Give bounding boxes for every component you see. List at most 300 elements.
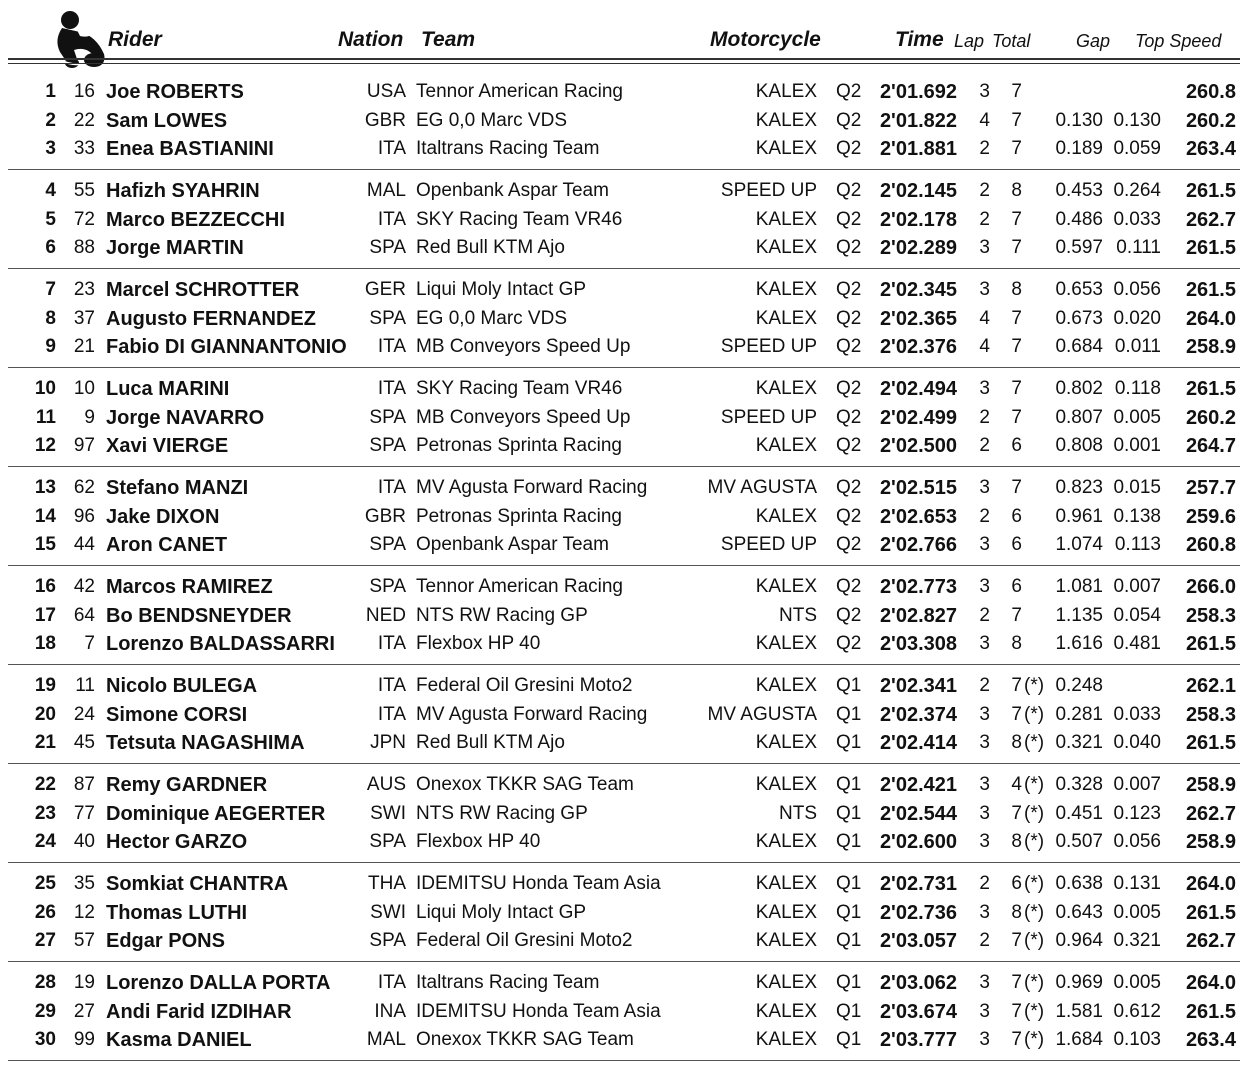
table-row xyxy=(0,899,1254,927)
session: Q2 xyxy=(836,435,862,456)
table-row xyxy=(0,630,1254,658)
motorcycle: SPEED UP xyxy=(720,180,817,201)
total-laps: 7 xyxy=(1011,138,1022,159)
gap-first: 0.638 xyxy=(1055,873,1103,894)
gap-previous: 0.123 xyxy=(1113,802,1161,824)
team: MB Conveyors Speed Up xyxy=(416,406,631,428)
position: 21 xyxy=(34,732,56,753)
position: 1 xyxy=(45,81,56,102)
lap: 3 xyxy=(979,1029,990,1050)
nation: SPA xyxy=(369,930,406,951)
team: Italtrans Racing Team xyxy=(416,138,600,159)
rider-name: Hafizh SYAHRIN xyxy=(106,180,260,202)
rider-name: Edgar PONS xyxy=(106,930,225,952)
table-row xyxy=(0,78,1254,106)
top-speed: 260.2 xyxy=(1185,109,1236,132)
lap: 3 xyxy=(979,477,990,498)
table-row xyxy=(0,375,1254,403)
lap: 2 xyxy=(979,406,990,428)
total-laps: 7 xyxy=(1011,81,1022,102)
qualified-marker: (*) xyxy=(1024,732,1045,753)
table-row xyxy=(0,969,1254,997)
nation: THA xyxy=(368,873,406,894)
nation: SPA xyxy=(369,237,406,258)
header-time: Time xyxy=(895,28,944,51)
gap-previous: 0.111 xyxy=(1116,237,1161,258)
rider-name: Stefano MANZI xyxy=(106,477,249,499)
session: Q1 xyxy=(836,901,862,923)
motorcycle: NTS xyxy=(779,604,817,626)
rider-number: 33 xyxy=(73,138,95,159)
nation: ITA xyxy=(377,972,406,993)
team: Federal Oil Gresini Moto2 xyxy=(416,930,633,951)
top-speed: 258.3 xyxy=(1185,703,1236,726)
team: Openbank Aspar Team xyxy=(416,534,609,555)
top-speed: 262.7 xyxy=(1185,802,1236,825)
session: Q1 xyxy=(836,675,862,696)
gap-previous: 0.005 xyxy=(1113,901,1161,923)
best-time: 2'01.822 xyxy=(879,109,957,132)
best-time: 2'03.062 xyxy=(879,972,957,994)
table-row xyxy=(0,573,1254,601)
motorcycle: MV AGUSTA xyxy=(707,477,817,498)
top-speed: 261.5 xyxy=(1185,901,1236,924)
position: 15 xyxy=(34,534,56,555)
qualified-marker: (*) xyxy=(1024,802,1045,824)
gap-first: 0.597 xyxy=(1055,237,1103,258)
top-speed: 258.9 xyxy=(1185,336,1236,358)
gap-previous: 0.059 xyxy=(1113,138,1161,159)
group-separator xyxy=(8,466,1240,467)
gap-previous: 0.054 xyxy=(1113,604,1161,626)
table-row xyxy=(0,206,1254,234)
gap-first: 0.964 xyxy=(1055,930,1103,951)
rider-number: 21 xyxy=(73,336,95,357)
session: Q1 xyxy=(836,831,862,852)
total-laps: 7 xyxy=(1011,336,1022,357)
gap-first: 0.643 xyxy=(1055,901,1103,923)
qualified-marker: (*) xyxy=(1024,675,1045,696)
rider-name: Remy GARDNER xyxy=(106,774,268,796)
motorcycle: KALEX xyxy=(755,81,817,102)
rider-number: 64 xyxy=(73,604,95,626)
top-speed: 257.7 xyxy=(1185,477,1236,499)
top-speed: 260.2 xyxy=(1185,406,1236,429)
team: Tennor American Racing xyxy=(416,576,623,597)
motorcycle: KALEX xyxy=(755,505,817,527)
session: Q2 xyxy=(836,534,862,555)
lap: 3 xyxy=(979,831,990,852)
table-row xyxy=(0,177,1254,205)
rider-number: 24 xyxy=(73,703,95,725)
group-separator xyxy=(8,961,1240,962)
rider-name: Joe ROBERTS xyxy=(106,81,244,103)
rider-number: 10 xyxy=(73,378,95,399)
motorcycle-rider-icon xyxy=(50,6,106,70)
session: Q2 xyxy=(836,180,862,201)
gap-previous: 0.015 xyxy=(1113,477,1161,498)
team: Liqui Moly Intact GP xyxy=(416,279,587,300)
total-laps: 7 xyxy=(1011,972,1022,993)
motorcycle: KALEX xyxy=(755,901,817,923)
table-row xyxy=(0,276,1254,304)
best-time: 2'02.145 xyxy=(879,180,957,202)
table-row xyxy=(0,1026,1254,1054)
table-row xyxy=(0,135,1254,163)
best-time: 2'02.376 xyxy=(879,336,957,358)
position: 23 xyxy=(34,802,56,824)
session: Q1 xyxy=(836,1000,862,1022)
lap: 3 xyxy=(979,802,990,824)
gap-previous: 0.103 xyxy=(1113,1029,1161,1050)
lap: 3 xyxy=(979,703,990,725)
lap: 3 xyxy=(979,576,990,597)
group-separator xyxy=(8,763,1240,764)
position: 4 xyxy=(45,180,56,201)
nation: USA xyxy=(366,81,406,102)
total-laps: 6 xyxy=(1011,505,1022,527)
best-time: 2'02.766 xyxy=(879,534,957,556)
lap: 3 xyxy=(979,81,990,102)
motorcycle: KALEX xyxy=(755,576,817,597)
best-time: 2'02.736 xyxy=(879,901,957,924)
rider-number: 16 xyxy=(73,81,95,102)
rider-name: Sam LOWES xyxy=(106,109,228,132)
best-time: 2'02.289 xyxy=(879,237,957,259)
position: 9 xyxy=(45,336,56,357)
top-speed: 261.5 xyxy=(1185,732,1236,754)
team: IDEMITSU Honda Team Asia xyxy=(416,873,661,894)
motorcycle: KALEX xyxy=(755,237,817,258)
best-time: 2'02.414 xyxy=(879,732,957,754)
rider-number: 9 xyxy=(84,406,95,428)
motorcycle: KALEX xyxy=(755,774,817,795)
motorcycle: KALEX xyxy=(755,307,817,329)
top-speed: 262.7 xyxy=(1185,208,1236,231)
position: 18 xyxy=(34,633,56,654)
gap-first: 0.130 xyxy=(1055,109,1103,131)
motorcycle: SPEED UP xyxy=(720,406,817,428)
table-row xyxy=(0,602,1254,630)
best-time: 2'02.345 xyxy=(879,279,957,301)
motorcycle: KALEX xyxy=(755,930,817,951)
table-row xyxy=(0,771,1254,799)
motorcycle: KALEX xyxy=(755,378,817,399)
table-row xyxy=(0,870,1254,898)
position: 26 xyxy=(34,901,56,923)
rider-name: Hector GARZO xyxy=(106,831,248,853)
gap-first: 1.081 xyxy=(1055,576,1103,597)
position: 16 xyxy=(34,576,56,597)
top-speed: 261.5 xyxy=(1185,633,1236,655)
team: Red Bull KTM Ajo xyxy=(416,237,565,258)
team: Petronas Sprinta Racing xyxy=(416,505,622,527)
qualified-marker: (*) xyxy=(1024,774,1045,795)
nation: SWI xyxy=(370,901,406,923)
rider-number: 57 xyxy=(73,930,95,951)
gap-first: 1.581 xyxy=(1055,1000,1103,1022)
header-top-speed: Top Speed xyxy=(1135,31,1222,51)
total-laps: 7 xyxy=(1011,703,1022,725)
session: Q2 xyxy=(836,307,862,329)
session: Q2 xyxy=(836,604,862,626)
gap-first: 0.451 xyxy=(1055,802,1103,824)
rider-name: Andi Farid IZDIHAR xyxy=(106,1000,292,1023)
best-time: 2'03.674 xyxy=(879,1000,957,1023)
gap-previous: 0.033 xyxy=(1113,208,1161,230)
rider-name: Enea BASTIANINI xyxy=(106,138,274,160)
session: Q2 xyxy=(836,477,862,498)
nation: GBR xyxy=(364,505,406,527)
session: Q1 xyxy=(836,774,862,795)
nation: ITA xyxy=(377,138,406,159)
motorcycle: KALEX xyxy=(755,279,817,300)
rider-name: Marcel SCHROTTER xyxy=(106,279,300,301)
best-time: 2'02.494 xyxy=(879,378,957,400)
rider-name: Xavi VIERGE xyxy=(106,435,229,457)
best-time: 2'02.421 xyxy=(879,774,957,796)
rider-number: 7 xyxy=(84,633,95,654)
gap-previous: 0.481 xyxy=(1113,633,1161,654)
group-separator xyxy=(8,169,1240,170)
session: Q2 xyxy=(836,505,862,527)
motorcycle: KALEX xyxy=(755,1029,817,1050)
total-laps: 7 xyxy=(1011,1029,1022,1050)
lap: 3 xyxy=(979,901,990,923)
top-speed: 266.0 xyxy=(1185,576,1236,598)
session: Q1 xyxy=(836,802,862,824)
session: Q1 xyxy=(836,873,862,894)
top-speed: 264.0 xyxy=(1185,873,1236,895)
qualified-marker: (*) xyxy=(1024,831,1045,852)
team: MV Agusta Forward Racing xyxy=(416,477,648,498)
total-laps: 6 xyxy=(1011,873,1022,894)
top-speed: 264.0 xyxy=(1185,307,1236,330)
top-speed: 262.7 xyxy=(1185,930,1236,952)
nation: ITA xyxy=(377,633,406,654)
rider-name: Lorenzo BALDASSARRI xyxy=(106,633,335,655)
gap-first: 1.616 xyxy=(1055,633,1103,654)
rider-number: 99 xyxy=(73,1029,95,1050)
total-laps: 6 xyxy=(1011,576,1022,597)
top-speed: 258.3 xyxy=(1185,604,1236,627)
nation: SPA xyxy=(369,831,406,852)
gap-first: 0.507 xyxy=(1055,831,1103,852)
lap: 2 xyxy=(979,138,990,159)
total-laps: 7 xyxy=(1011,109,1022,131)
best-time: 2'02.544 xyxy=(879,802,957,825)
table-row xyxy=(0,998,1254,1026)
rider-number: 97 xyxy=(73,435,95,456)
lap: 3 xyxy=(979,1000,990,1022)
table-row xyxy=(0,305,1254,333)
position: 24 xyxy=(34,831,56,852)
team: MV Agusta Forward Racing xyxy=(416,703,648,725)
rider-name: Marco BEZZECCHI xyxy=(106,208,285,231)
rider-number: 62 xyxy=(73,477,95,498)
gap-first: 0.961 xyxy=(1055,505,1103,527)
best-time: 2'03.777 xyxy=(879,1029,957,1051)
table-row xyxy=(0,828,1254,856)
group-separator xyxy=(8,565,1240,566)
rider-name: Simone CORSI xyxy=(106,703,248,726)
nation: GER xyxy=(364,279,406,300)
motorcycle: KALEX xyxy=(755,633,817,654)
gap-first: 0.808 xyxy=(1055,435,1103,456)
header-divider-thin xyxy=(8,63,1240,64)
position: 2 xyxy=(45,109,56,131)
gap-previous: 0.131 xyxy=(1113,873,1161,894)
rider-number: 11 xyxy=(75,675,95,696)
nation: SPA xyxy=(369,576,406,597)
top-speed: 264.7 xyxy=(1185,435,1236,457)
top-speed: 261.5 xyxy=(1185,279,1236,301)
total-laps: 8 xyxy=(1011,732,1022,753)
top-speed: 260.8 xyxy=(1185,534,1236,556)
team: SKY Racing Team VR46 xyxy=(416,378,623,399)
top-speed: 263.4 xyxy=(1185,1029,1236,1051)
position: 7 xyxy=(45,279,56,300)
motorcycle: KALEX xyxy=(755,831,817,852)
lap: 2 xyxy=(979,505,990,527)
rider-number: 88 xyxy=(73,237,95,258)
gap-first: 1.684 xyxy=(1055,1029,1103,1050)
motorcycle: NTS xyxy=(779,802,817,824)
rider-name: Fabio DI GIANNANTONIO xyxy=(106,336,347,358)
nation: SPA xyxy=(369,307,406,329)
rider-name: Aron CANET xyxy=(106,534,228,556)
position: 8 xyxy=(45,307,56,329)
total-laps: 7 xyxy=(1011,378,1022,399)
rider-name: Jorge NAVARRO xyxy=(106,406,265,429)
rider-number: 19 xyxy=(73,972,95,993)
position: 17 xyxy=(34,604,56,626)
gap-first: 0.673 xyxy=(1055,307,1103,329)
total-laps: 7 xyxy=(1011,237,1022,258)
motorcycle: KALEX xyxy=(755,109,817,131)
rider-number: 42 xyxy=(73,576,95,597)
nation: ITA xyxy=(377,208,406,230)
lap: 3 xyxy=(979,774,990,795)
team: Onexox TKKR SAG Team xyxy=(416,774,634,795)
position: 20 xyxy=(34,703,56,725)
rider-name: Nicolo BULEGA xyxy=(106,675,258,697)
gap-previous: 0.138 xyxy=(1113,505,1161,527)
nation: NED xyxy=(365,604,406,626)
team: IDEMITSU Honda Team Asia xyxy=(416,1000,661,1022)
top-speed: 264.0 xyxy=(1185,972,1236,994)
rider-name: Somkiat CHANTRA xyxy=(106,873,289,895)
gap-first: 0.823 xyxy=(1055,477,1103,498)
session: Q2 xyxy=(836,576,862,597)
top-speed: 261.5 xyxy=(1185,180,1236,202)
lap: 3 xyxy=(979,732,990,753)
session: Q1 xyxy=(836,1029,862,1050)
nation: SPA xyxy=(369,534,406,555)
team: SKY Racing Team VR46 xyxy=(416,208,623,230)
gap-first: 0.189 xyxy=(1055,138,1103,159)
top-speed: 260.8 xyxy=(1185,81,1236,103)
table-row xyxy=(0,800,1254,828)
session: Q2 xyxy=(836,378,862,399)
gap-first: 0.453 xyxy=(1055,180,1103,201)
total-laps: 7 xyxy=(1011,802,1022,824)
best-time: 2'02.653 xyxy=(879,505,957,528)
gap-first: 0.321 xyxy=(1055,732,1103,753)
nation: ITA xyxy=(377,675,406,696)
team: NTS RW Racing GP xyxy=(416,802,588,824)
nation: MAL xyxy=(366,1029,406,1050)
motorcycle: KALEX xyxy=(755,873,817,894)
position: 13 xyxy=(34,477,56,498)
table-row xyxy=(0,404,1254,432)
rider-number: 45 xyxy=(73,732,95,753)
table-row xyxy=(0,107,1254,135)
gap-previous: 0.033 xyxy=(1113,703,1161,725)
gap-previous: 0.005 xyxy=(1113,406,1161,428)
gap-previous: 0.056 xyxy=(1113,279,1161,300)
rider-name: Lorenzo DALLA PORTA xyxy=(106,972,331,994)
gap-first: 1.074 xyxy=(1055,534,1103,555)
motorcycle: SPEED UP xyxy=(720,336,817,357)
top-speed: 261.5 xyxy=(1185,1000,1236,1023)
team: Tennor American Racing xyxy=(416,81,623,102)
gap-previous: 0.020 xyxy=(1113,307,1161,329)
total-laps: 7 xyxy=(1011,208,1022,230)
total-laps: 8 xyxy=(1011,633,1022,654)
top-speed: 259.6 xyxy=(1185,505,1236,528)
gap-first: 0.248 xyxy=(1055,675,1103,696)
best-time: 2'02.365 xyxy=(879,307,957,330)
rider-number: 12 xyxy=(73,901,95,923)
lap: 2 xyxy=(979,435,990,456)
gap-previous: 0.005 xyxy=(1113,972,1161,993)
total-laps: 6 xyxy=(1011,435,1022,456)
best-time: 2'02.499 xyxy=(879,406,957,429)
rider-number: 37 xyxy=(73,307,95,329)
position: 19 xyxy=(34,675,56,696)
rider-name: Luca MARINI xyxy=(106,378,230,400)
top-speed: 262.1 xyxy=(1185,675,1236,697)
team: EG 0,0 Marc VDS xyxy=(416,307,567,329)
lap: 3 xyxy=(979,378,990,399)
best-time: 2'03.308 xyxy=(879,633,957,655)
gap-previous: 0.040 xyxy=(1113,732,1161,753)
rider-number: 22 xyxy=(73,109,95,131)
lap: 2 xyxy=(979,180,990,201)
gap-first: 0.969 xyxy=(1055,972,1103,993)
position: 28 xyxy=(34,972,56,993)
rider-number: 27 xyxy=(73,1000,95,1022)
total-laps: 7 xyxy=(1011,675,1022,696)
gap-previous: 0.001 xyxy=(1113,435,1161,456)
nation: SPA xyxy=(369,406,406,428)
session: Q2 xyxy=(836,208,862,230)
table-row xyxy=(0,432,1254,460)
gap-previous: 0.118 xyxy=(1114,378,1161,399)
total-laps: 7 xyxy=(1011,406,1022,428)
group-separator xyxy=(8,664,1240,665)
lap: 4 xyxy=(979,109,990,131)
rider-number: 35 xyxy=(73,873,95,894)
position: 27 xyxy=(34,930,56,951)
position: 5 xyxy=(45,208,56,230)
lap: 2 xyxy=(979,675,990,696)
header-nation: Nation xyxy=(338,28,404,51)
header-team: Team xyxy=(421,28,476,51)
total-laps: 4 xyxy=(1011,774,1022,795)
gap-previous: 0.007 xyxy=(1113,774,1161,795)
